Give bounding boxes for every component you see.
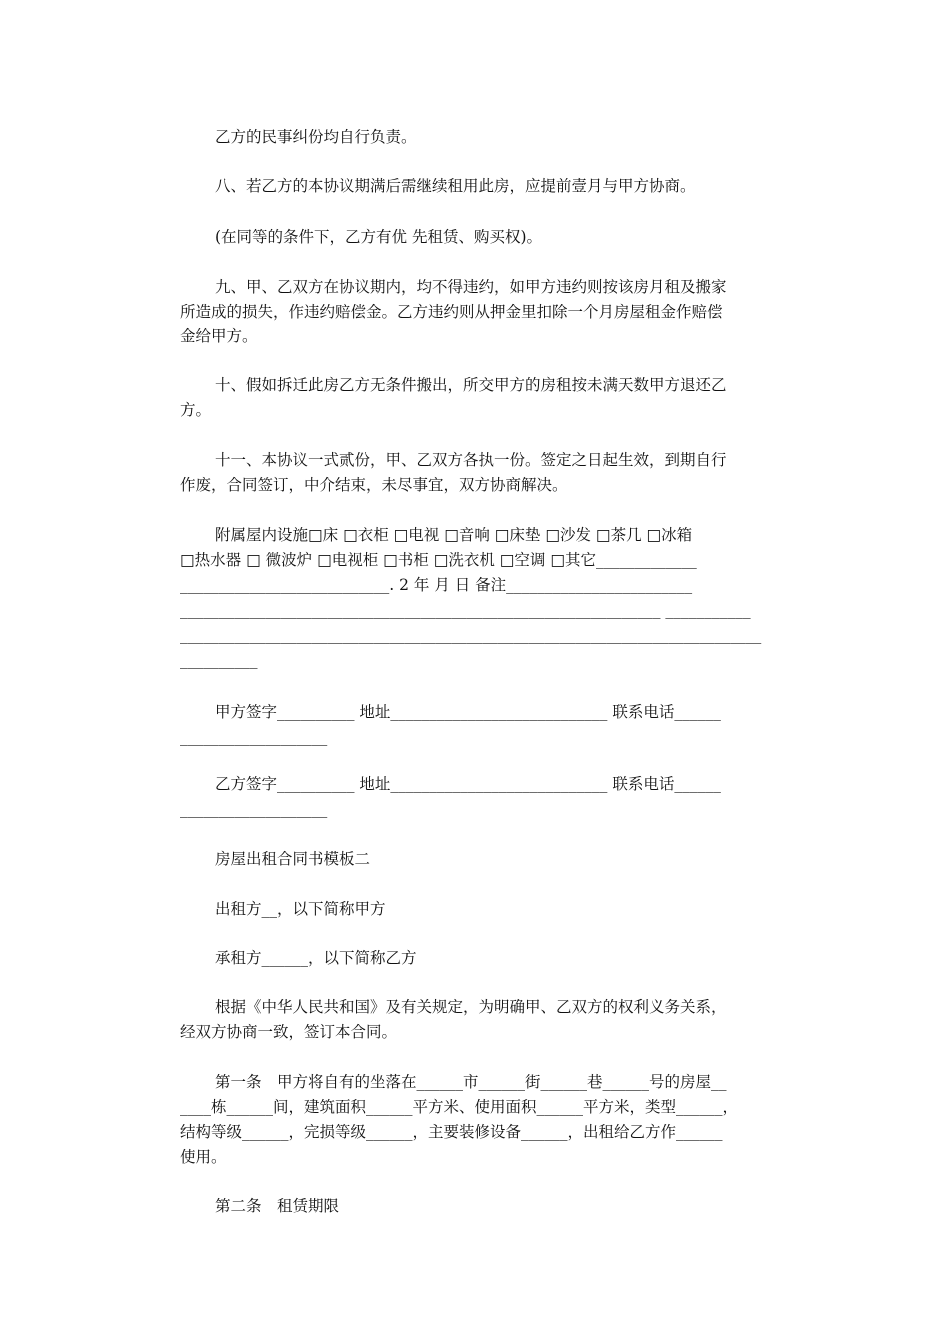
text-line: ___________________ — [180, 728, 328, 746]
text-line: __________ — [180, 651, 258, 669]
text-line: ___________________ — [180, 800, 328, 818]
text-line: 根据《中华人民共和国》及有关规定，为明确甲、乙双方的权利义务关系， — [215, 998, 727, 1016]
text-line: 经双方协商一致，签订本合同。 — [180, 1023, 398, 1041]
text-line: ___________________________. 2 年 月 日 备注________________________ — [180, 576, 693, 594]
text-line: ______________________________________________________________ ___________ — [180, 601, 751, 619]
text-line: 九、甲、乙双方在协议期内，均不得违约，如甲方违约则按该房月租及搬家 — [215, 278, 727, 296]
text-line: ___________________________________________________________________________ — [180, 626, 762, 644]
text-line: 第一条 甲方将自有的坐落在______市______街______巷______号的房屋__ — [215, 1073, 727, 1091]
text-line: 十一、本协议一式贰份，甲、乙双方各执一份。签定之日起生效，到期自行 — [215, 451, 727, 469]
text-line: 第二条 租赁期限 — [215, 1197, 340, 1215]
text-line: 十、假如拆迁此房乙方无条件搬出，所交甲方的房租按未满天数甲方退还乙 — [215, 376, 727, 394]
text-line: 乙方签字__________ 地址____________________________ 联系电话______ — [215, 775, 721, 793]
text-line: 出租方__，以下简称甲方 — [215, 900, 386, 918]
text-line: 八、若乙方的本协议期满后需继续租用此房，应提前壹月与甲方协商。 — [215, 177, 696, 195]
text-line: 作废，合同签订，中介结束，未尽事宜，双方协商解决。 — [180, 476, 568, 494]
text-line: 附属屋内设施□床 □衣柜 □电视 □音响 □床垫 □沙发 □茶几 □冰箱 — [215, 526, 693, 544]
text-line: ____栋______间，建筑面积______平方米、使用面积______平方米，类型______， — [180, 1098, 739, 1116]
text-line: (在同等的条件下，乙方有优 先租赁、购买权)。 — [215, 228, 543, 246]
text-line: 房屋出租合同书模板二 — [215, 850, 371, 868]
text-line: 乙方的民事纠份均自行负责。 — [215, 128, 417, 146]
text-line: 所造成的损失，作违约赔偿金。乙方违约则从押金里扣除一个月房屋租金作赔偿 — [180, 303, 723, 321]
text-line: 使用。 — [180, 1148, 227, 1166]
text-line: 结构等级______，完损等级______，主要装修设备______，出租给乙方作______ — [180, 1123, 723, 1141]
text-line: 甲方签字__________ 地址____________________________ 联系电话______ — [215, 703, 721, 721]
text-line: 金给甲方。 — [180, 327, 258, 345]
text-line: 方。 — [180, 401, 212, 419]
text-line: 承租方______，以下简称乙方 — [215, 949, 417, 967]
text-line: □热水器 □ 微波炉 □电视柜 □书柜 □洗衣机 □空调 □其它_____________ — [180, 551, 697, 569]
